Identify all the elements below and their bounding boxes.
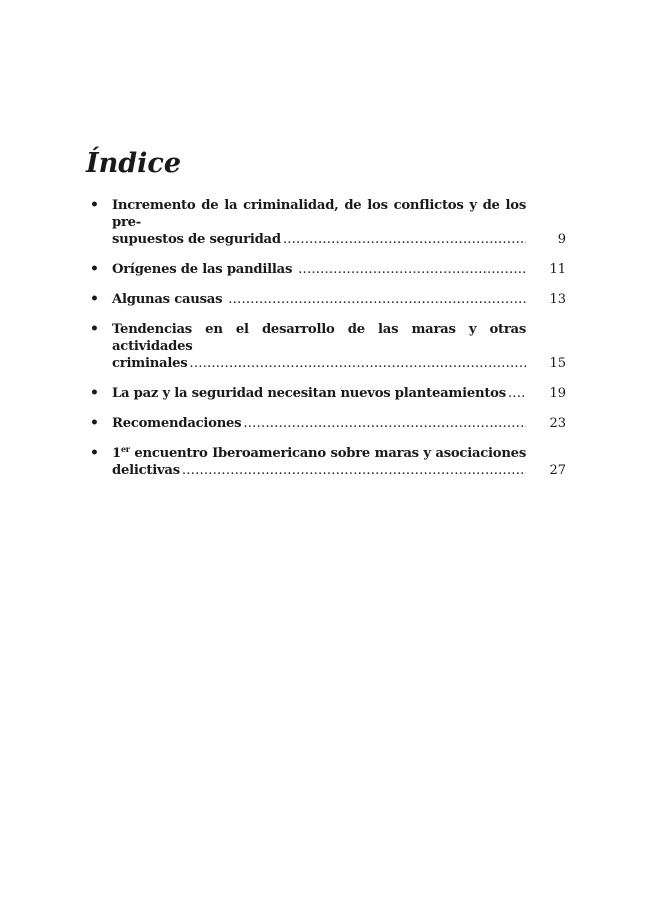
toc-entry-origenes[interactable]	[90, 261, 566, 278]
dot-leader	[508, 385, 526, 402]
toc-line-label: Recomendaciones	[112, 416, 242, 431]
ordinal-superscript: er	[120, 444, 130, 454]
dot-leader	[283, 231, 526, 248]
toc-line	[112, 462, 526, 479]
toc-line	[112, 291, 526, 308]
toc-line-label: Orígenes de las pandillas	[112, 262, 293, 277]
bullet: •	[90, 197, 99, 213]
page-title: Índice	[86, 148, 182, 179]
toc-entry-criminalidad[interactable]	[90, 197, 566, 248]
page-number: 23	[549, 416, 566, 431]
bullet: •	[90, 291, 99, 307]
toc-entry-text	[112, 261, 526, 278]
toc-line-label: delictivas	[112, 463, 180, 478]
toc-entry-paz-seguridad[interactable]	[90, 385, 566, 402]
toc-entry-tendencias[interactable]	[90, 321, 566, 372]
toc-line	[112, 355, 526, 372]
toc-entry-text	[112, 385, 526, 402]
toc-line	[112, 385, 526, 402]
page-number: 27	[549, 463, 566, 478]
toc-entry-text	[112, 415, 526, 432]
toc-entry-causas[interactable]	[90, 291, 566, 308]
page-number: 19	[549, 386, 566, 401]
toc-line-label: Algunas causas	[112, 292, 223, 307]
toc-entry-text	[112, 291, 526, 308]
page-number: 9	[557, 232, 566, 247]
dot-leader	[298, 261, 526, 278]
bullet: •	[90, 445, 99, 461]
toc-line	[112, 231, 526, 248]
table-of-contents	[90, 197, 566, 492]
toc-line-label: encuentro Iberoamericano sobre maras y asociaciones	[129, 446, 526, 461]
toc-line-label: supuestos de seguridad	[112, 232, 281, 247]
toc-entry-text	[112, 197, 526, 248]
ordinal-number: 1	[112, 446, 121, 461]
toc-entry-recomendaciones[interactable]	[90, 415, 566, 432]
toc-line-label: criminales	[112, 356, 188, 371]
dot-leader	[182, 462, 526, 479]
page-number: 15	[549, 356, 566, 371]
toc-line	[112, 415, 526, 432]
toc-line-label: La paz y la seguridad necesitan nuevos planteamientos	[112, 386, 506, 401]
bullet: •	[90, 385, 99, 401]
toc-line: Incremento de la criminalidad, de los conflictos y de los pre-	[112, 198, 526, 230]
toc-entry-text	[112, 445, 526, 479]
dot-leader	[243, 415, 526, 432]
bullet: •	[90, 321, 99, 337]
dot-leader	[189, 355, 526, 372]
bullet: •	[90, 415, 99, 431]
bullet: •	[90, 261, 99, 277]
toc-entry-encuentro[interactable]	[90, 445, 566, 479]
toc-line	[112, 261, 526, 278]
dot-leader	[228, 291, 526, 308]
toc-entry-text	[112, 321, 526, 372]
toc-line	[112, 445, 526, 462]
toc-line: Tendencias en el desarrollo de las maras y otras actividades	[112, 322, 526, 354]
page-number: 11	[549, 262, 566, 277]
page-number: 13	[549, 292, 566, 307]
